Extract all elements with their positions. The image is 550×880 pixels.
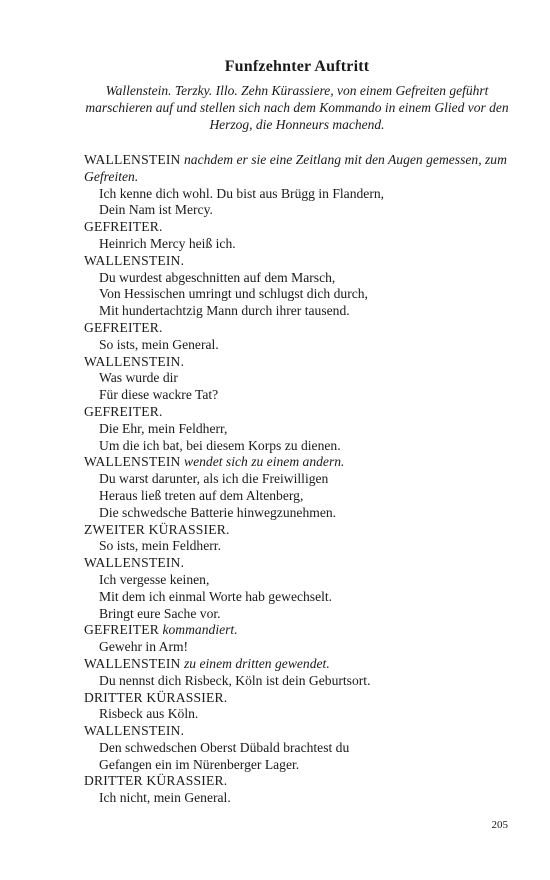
speaker-line <box>84 404 510 421</box>
speaker-line <box>84 622 510 639</box>
verse-line: Heraus ließ treten auf dem Altenberg, <box>99 487 304 503</box>
speaker-line <box>84 690 510 707</box>
verse-line: Ich vergesse keinen, <box>99 571 210 587</box>
verse-line: Dein Nam ist Mercy. <box>99 202 213 218</box>
dialogue <box>84 152 510 807</box>
page-number: 205 <box>491 819 508 831</box>
speaker-line <box>84 656 510 673</box>
speaker-name: WALLENSTEIN <box>84 655 181 671</box>
verse-line: Die Ehr, mein Feldherr, <box>99 420 228 436</box>
speaker-line <box>84 152 510 186</box>
speaker-line <box>84 354 510 371</box>
speaker-direction: kommandiert. <box>162 622 238 638</box>
verse-line: Um die ich bat, bei diesem Korps zu dienen. <box>99 437 341 453</box>
verse-line: Gewehr in Arm! <box>99 639 189 655</box>
verse-line: Heinrich Mercy heiß ich. <box>99 235 236 251</box>
speaker-name: WALLENSTEIN. <box>84 723 185 739</box>
speaker-name: GEFREITER. <box>84 319 163 335</box>
verse-line: Mit dem ich einmal Worte hab gewechselt. <box>99 588 333 604</box>
speaker-direction: wendet sich zu einem andern. <box>184 454 345 470</box>
verse-line: Mit hundertachtzig Mann durch ihrer tausend. <box>99 303 350 319</box>
speaker-name: GEFREITER. <box>84 219 163 235</box>
speaker-line <box>84 320 510 337</box>
speaker-name: WALLENSTEIN <box>84 152 181 167</box>
verse-line: Was wurde dir <box>99 370 178 386</box>
verse-line: Bringt eure Sache vor. <box>99 605 221 621</box>
verse-line: Für diese wackre Tat? <box>99 387 219 403</box>
verse-line: Gefangen ein im Nürenberger Lager. <box>99 756 300 772</box>
verse-line: Risbeck aus Köln. <box>99 706 199 722</box>
speaker-name: DRITTER KÜRASSIER. <box>84 773 228 789</box>
speaker-line <box>84 555 510 572</box>
verse-line: Du warst darunter, als ich die Freiwilligen <box>99 471 329 487</box>
verse-line: So ists, mein General. <box>99 336 219 352</box>
verse-line: Ich nicht, mein General. <box>99 790 231 806</box>
verse-line: Von Hessischen umringt und schlugst dich durch, <box>99 286 368 302</box>
speaker-name: WALLENSTEIN. <box>84 252 185 268</box>
speaker-name: WALLENSTEIN. <box>84 353 185 369</box>
speaker-direction: nachdem er sie eine Zeitlang mit den Augen gemessen, zum Gefreiten. <box>84 152 507 184</box>
verse-line: Du wurdest abgeschnitten auf dem Marsch, <box>99 269 336 285</box>
speaker-name: GEFREITER <box>84 622 160 638</box>
speaker-line <box>84 522 510 539</box>
scene-title: Funfzehnter Auftritt <box>224 58 370 75</box>
verse-line: Du nennst dich Risbeck, Köln ist dein Geburtsort. <box>99 672 371 688</box>
speaker-name: ZWEITER KÜRASSIER. <box>84 521 230 537</box>
speaker-line <box>84 219 510 236</box>
speaker-line <box>84 454 510 471</box>
speaker-name: GEFREITER. <box>84 403 163 419</box>
verse-line: Die schwedsche Batterie hinwegzunehmen. <box>99 504 337 520</box>
speaker-name: WALLENSTEIN <box>84 454 181 470</box>
speaker-line <box>84 723 510 740</box>
speaker-name: DRITTER KÜRASSIER. <box>84 689 228 705</box>
verse-line: So ists, mein Feldherr. <box>99 538 221 554</box>
speaker-name: WALLENSTEIN. <box>84 555 185 571</box>
verse-line: Ich kenne dich wohl. Du bist aus Brügg in Flandern, <box>99 185 385 201</box>
speaker-line <box>84 773 510 790</box>
speaker-direction: zu einem dritten gewendet. <box>184 655 330 671</box>
speaker-line <box>84 253 510 270</box>
page-content <box>84 56 510 807</box>
stage-direction: Wallenstein. Terzky. Illo. Zehn Kürassiere, von einem Gefreiten geführt marschieren auf und stellen sich nach dem Kommando in einem Glied vor den Herzog, die Honneurs machend. <box>85 83 509 132</box>
verse-line: Den schwedschen Oberst Dübald brachtest du <box>99 739 350 755</box>
